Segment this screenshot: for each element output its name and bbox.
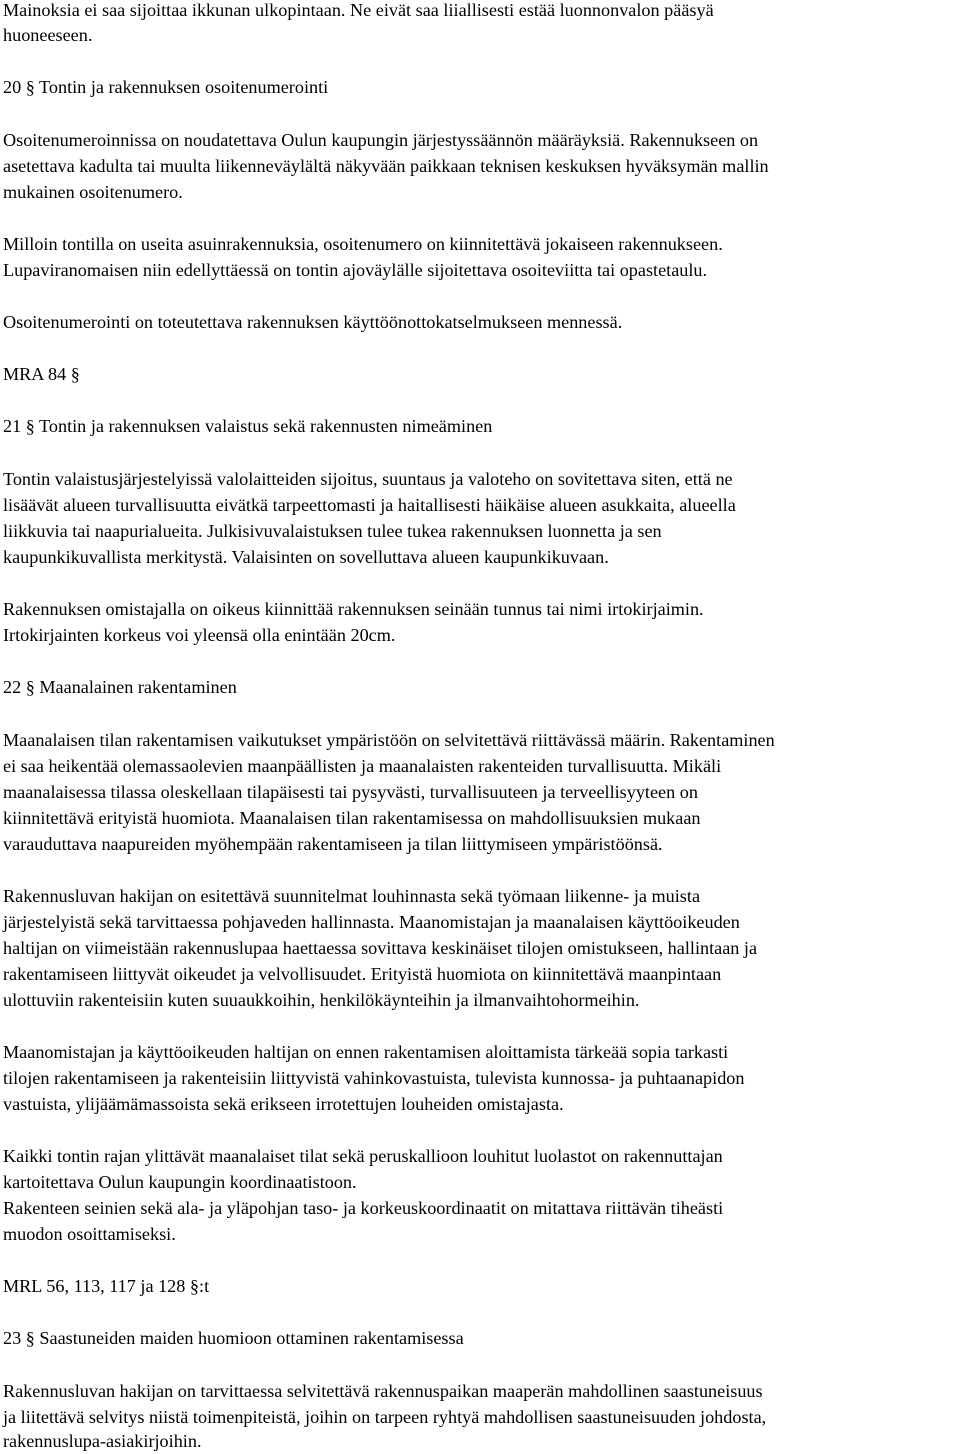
paragraph-line: rakentamiseen liittyvät oikeudet ja velvollisuudet. Erityistä huomiota on kiinnitettävä maanpintaan: [3, 964, 722, 984]
paragraph-line: Rakennusluvan hakijan on esitettävä suunnitelmat louhinnasta sekä työmaan liikenne- ja muista: [3, 886, 701, 906]
paragraph-line: muodon osoittamiseksi.: [3, 1224, 176, 1244]
paragraph-line: ja liitettävä selvitys niistä toimenpiteistä, joihin on tarpeen ryhtyä mahdollisen saastuneisuuden johdosta,: [3, 1407, 767, 1427]
legal-reference: MRL 56, 113, 117 ja 128 §:t: [3, 1276, 210, 1296]
paragraph-line: huoneeseen.: [3, 25, 93, 45]
paragraph-line: Rakenteen seinien sekä ala- ja yläpohjan taso- ja korkeuskoordinaatit on mitattava riittävän tiheästi: [3, 1198, 724, 1218]
paragraph-line: Milloin tontilla on useita asuinrakennuksia, osoitenumero on kiinnitettävä jokaiseen rakennukseen.: [3, 234, 723, 254]
paragraph-line: asetettava kadulta tai muulta liikenneväylältä näkyvään paikkaan teknisen keskuksen hyväksymän mallin: [3, 156, 769, 176]
paragraph-line: mukainen osoitenumero.: [3, 182, 183, 202]
section-heading-23: 23 § Saastuneiden maiden huomioon ottaminen rakentamisessa: [3, 1328, 464, 1348]
legal-reference: MRA 84 §: [3, 364, 80, 384]
paragraph-line: tilojen rakentamiseen ja rakenteisiin liittyvistä vahinkovastuista, tulevista kunnossa- ja puhtaanapidon: [3, 1068, 745, 1088]
section-heading-22: 22 § Maanalainen rakentaminen: [3, 677, 237, 697]
paragraph-line: Maanalaisen tilan rakentamisen vaikutukset ympäristöön on selvitettävä riittävässä määrin. Rakentaminen: [3, 730, 775, 750]
paragraph-line: Osoitenumerointi on toteutettava rakennuksen käyttöönottokatselmukseen mennessä.: [3, 312, 623, 332]
paragraph-line: Rakennuksen omistajalla on oikeus kiinnittää rakennuksen seinään tunnus tai nimi irtokirjaimin.: [3, 599, 704, 619]
paragraph-line: kaupunkikuvallista merkitystä. Valaisinten on sovelluttava alueen kaupunkikuvaan.: [3, 547, 609, 567]
paragraph-line: maanalaisessa tilassa oleskellaan tilapäisesti tai pysyvästi, turvallisuuteen ja terveellisyyteen on: [3, 782, 698, 802]
paragraph-line: Rakennusluvan hakijan on tarvittaessa selvitettävä rakennuspaikan maaperän mahdollinen saastuneisuus: [3, 1381, 763, 1401]
paragraph-line: Mainoksia ei saa sijoittaa ikkunan ulkopintaan. Ne eivät saa liiallisesti estää luonnonvalon pääsyä: [3, 0, 714, 20]
paragraph-line: haltijan on viimeistään rakennuslupaa haettaessa sovittava keskinäiset tilojen omistukseen, hallintaan ja: [3, 938, 758, 958]
paragraph-line: Kaikki tontin rajan ylittävät maanalaiset tilat sekä peruskallioon louhitut luolastot on rakennuttajan: [3, 1146, 723, 1166]
paragraph-line: kartoitettava Oulun kaupungin koordinaatistoon.: [3, 1172, 357, 1192]
paragraph-line: Irtokirjainten korkeus voi yleensä olla enintään 20cm.: [3, 625, 396, 645]
section-heading-20: 20 § Tontin ja rakennuksen osoitenumerointi: [3, 77, 329, 97]
paragraph-line: varauduttava naapureiden myöhempään rakentamiseen ja tilan liittymiseen ympäristöönsä.: [3, 834, 663, 854]
section-heading-21: 21 § Tontin ja rakennuksen valaistus sekä rakennusten nimeäminen: [3, 416, 493, 436]
paragraph-line: Tontin valaistusjärjestelyissä valolaitteiden sijoitus, suuntaus ja valoteho on sovitettava siten, että ne: [3, 469, 733, 489]
paragraph-line: lisäävät alueen turvallisuutta eivätkä tarpeettomasti ja haitallisesti häikäise alueen asukkaita, alueella: [3, 495, 736, 515]
paragraph-line: ei saa heikentää olemassaolevien maanpäällisten ja maanalaisten rakenteiden turvallisuutta. Mikäli: [3, 756, 722, 776]
paragraph-line: Osoitenumeroinnissa on noudatettava Oulun kaupungin järjestyssäännön määräyksiä. Rakennukseen on: [3, 130, 759, 150]
paragraph-line: ulottuviin rakenteisiin kuten suuaukkoihin, henkilökäynteihin ja ilmanvaihtohormeihin.: [3, 990, 640, 1010]
paragraph-line: rakennuslupa-asiakirjoihin.: [3, 1431, 202, 1451]
paragraph-line: Lupaviranomaisen niin edellyttäessä on tontin ajoväylälle sijoitettava osoiteviitta tai opastetaulu.: [3, 260, 708, 280]
paragraph-line: kiinnitettävä erityistä huomiota. Maanalaisen tilan rakentamisessa on mahdollisuuksien mukaan: [3, 808, 701, 828]
paragraph-line: järjestelyistä sekä tarvittaessa pohjaveden hallinnasta. Maanomistajan ja maanalaisen käyttöoikeuden: [3, 912, 740, 932]
paragraph-line: liikkuvia tai naapurialueita. Julkisivuvalaistuksen tulee tukea rakennuksen luonnetta ja sen: [3, 521, 662, 541]
paragraph-line: Maanomistajan ja käyttöoikeuden haltijan on ennen rakentamisen aloittamista tärkeää sopia tarkasti: [3, 1042, 729, 1062]
paragraph-line: vastuista, ylijäämämassoista sekä erikseen irrotettujen louheiden omistajasta.: [3, 1094, 564, 1114]
